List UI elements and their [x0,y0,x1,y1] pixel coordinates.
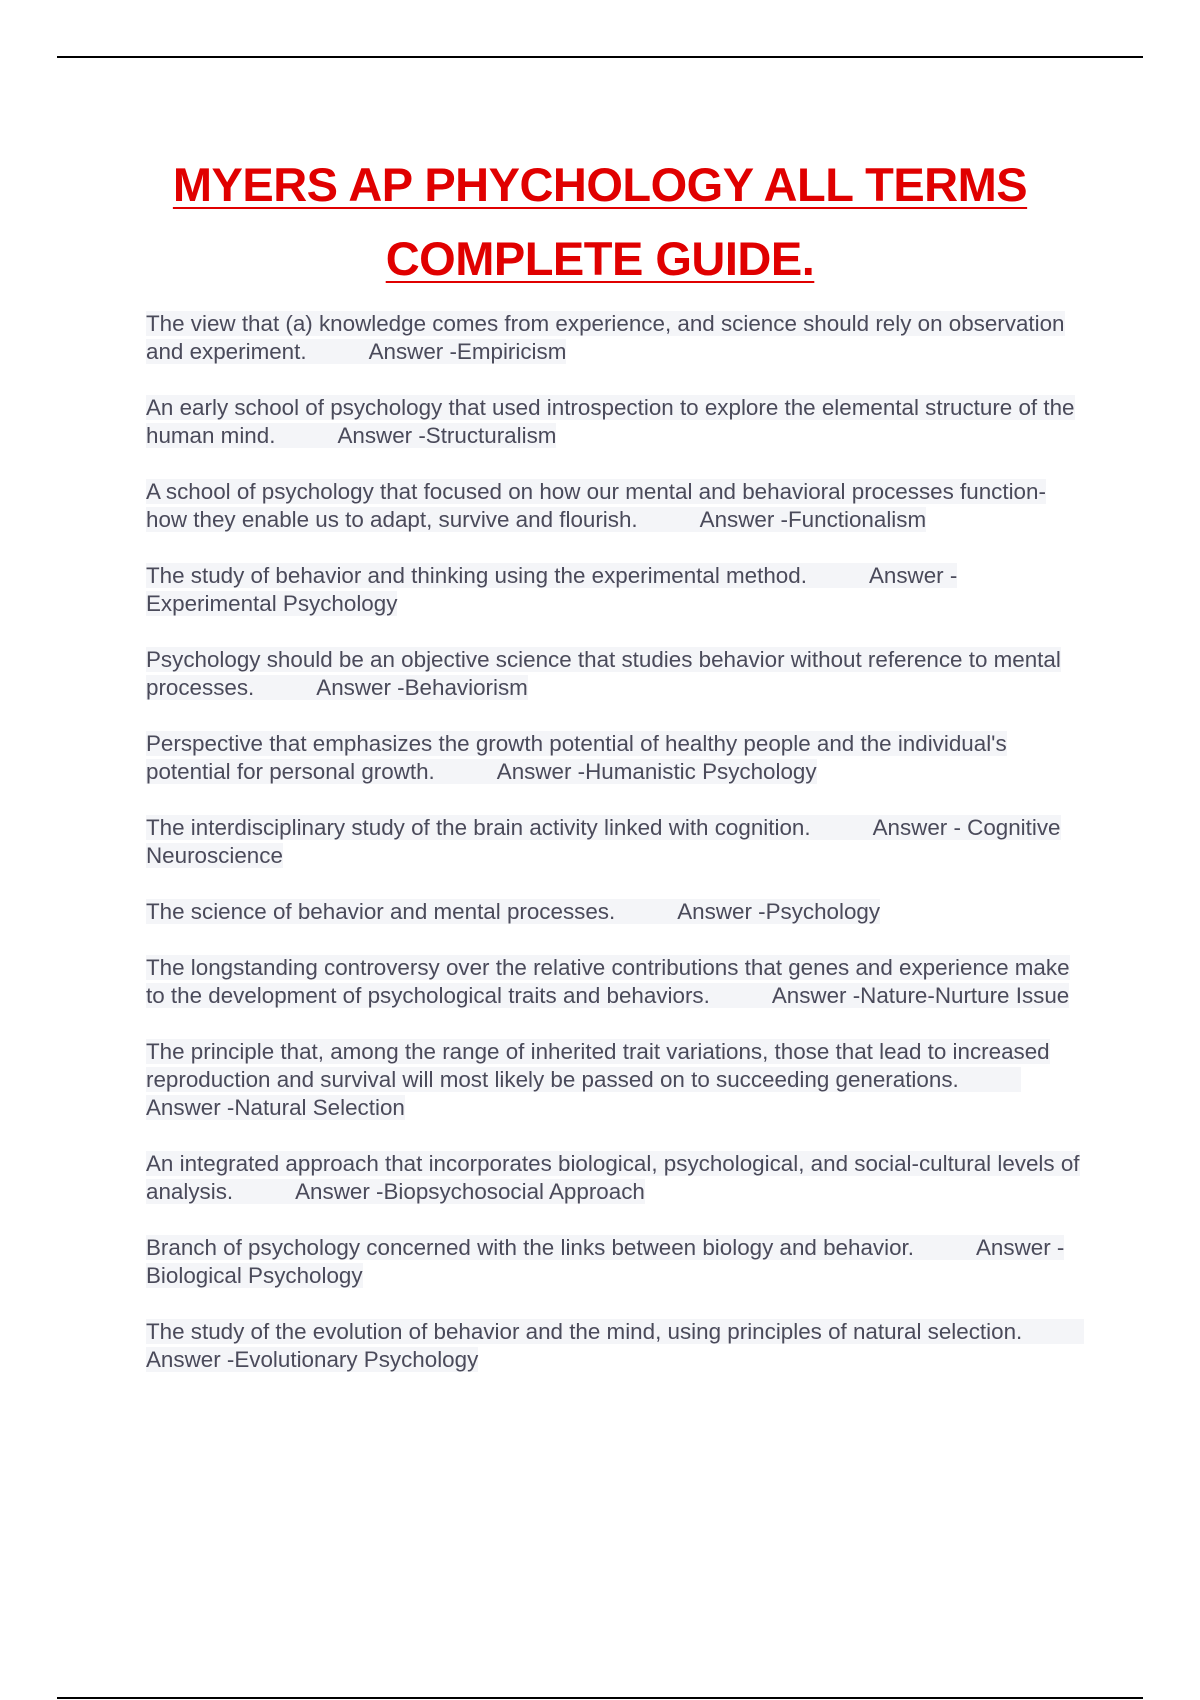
term-entry [146,1150,1086,1206]
term-definition: Perspective that emphasizes the growth potential of healthy people and the individual's potential for personal growth. [146,731,1007,784]
term-list [146,310,1086,1402]
term-definition: The study of behavior and thinking using the experimental method. [146,563,807,588]
term-definition: The view that (a) knowledge comes from experience, and science should rely on observation and experiment. [146,311,1065,364]
term-entry [146,1234,1086,1290]
title-line-1: MYERS AP PHYCHOLOGY ALL TERMS [172,158,1028,211]
term-answer: Answer -Functionalism [699,507,927,532]
term-entry [146,478,1086,534]
term-entry [146,898,1086,926]
term-definition: Psychology should be an objective science that studies behavior without reference to mental processes. [146,647,1061,700]
term-definition: An early school of psychology that used introspection to explore the elemental structure of the human mind. [146,395,1075,448]
footer-rule [57,1697,1143,1699]
term-definition: An integrated approach that incorporates biological, psychological, and social-cultural levels of analysis. [146,1151,1080,1204]
term-definition: The science of behavior and mental processes. [146,899,616,924]
term-answer: Answer -Natural Selection [146,1095,405,1120]
term-definition: The principle that, among the range of inherited trait variations, those that lead to increased reproduction and survival will most likely be passed on to succeeding generations. [146,1039,1050,1092]
title-line-2: COMPLETE GUIDE. [385,232,815,285]
term-entry [146,646,1086,702]
term-answer: Answer - Cognitive Neuroscience [146,815,1061,868]
header-rule [57,56,1143,58]
term-answer: Answer -Nature-Nurture Issue [771,983,1070,1008]
term-definition: The longstanding controversy over the relative contributions that genes and experience make to the development of psychological traits and behaviors. [146,955,1070,1008]
term-answer: Answer -Psychology [677,899,881,924]
term-answer: Answer -Humanistic Psychology [496,759,817,784]
term-answer: Answer -Empiricism [368,339,567,364]
term-answer: Answer -Biopsychosocial Approach [295,1179,645,1204]
term-definition: The study of the evolution of behavior and the mind, using principles of natural selection. [146,1319,1023,1344]
term-definition: A school of psychology that focused on how our mental and behavioral processes function-how they enable us to adapt, survive and flourish. [146,479,1046,532]
term-answer: Answer -Behaviorism [316,675,528,700]
term-entry [146,1318,1086,1374]
term-definition: The interdisciplinary study of the brain activity linked with cognition. [146,815,811,840]
term-answer: Answer - Experimental Psychology [146,563,958,616]
page-title [0,148,1200,296]
term-entry [146,562,1086,618]
term-definition: Branch of psychology concerned with the links between biology and behavior. [146,1235,914,1260]
term-answer: Answer -Biological Psychology [146,1235,1065,1288]
term-entry [146,1038,1086,1122]
term-entry [146,954,1086,1010]
term-entry [146,814,1086,870]
term-answer: Answer -Evolutionary Psychology [146,1347,479,1372]
term-entry [146,310,1086,366]
term-answer: Answer -Structuralism [337,423,557,448]
term-entry [146,394,1086,450]
term-entry [146,730,1086,786]
